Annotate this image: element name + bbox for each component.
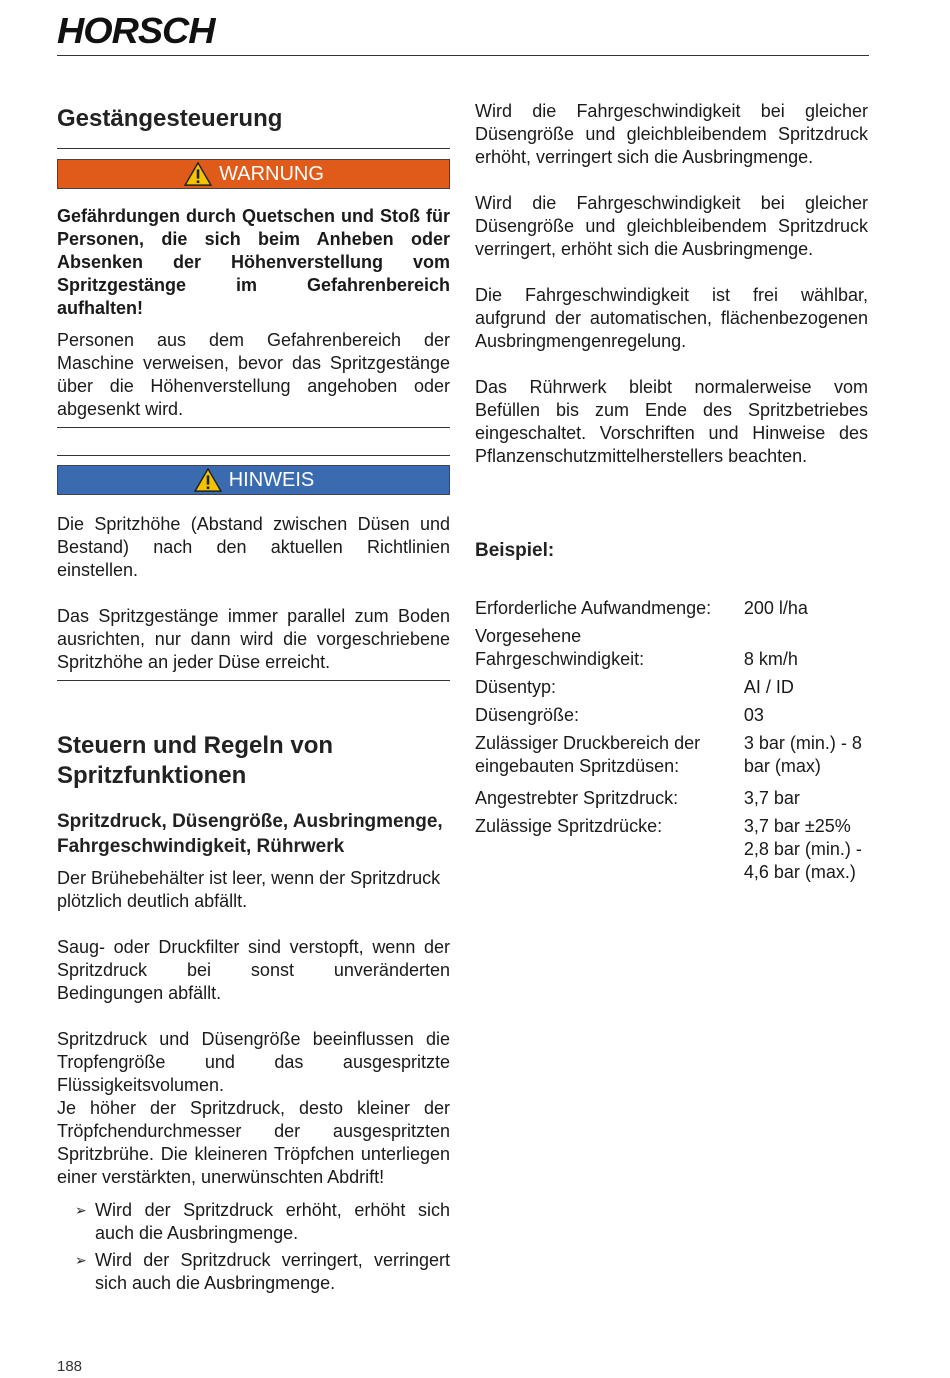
table-row: [475, 704, 868, 727]
warning-triangle-icon: [193, 468, 223, 492]
bullet-text: Wird der Spritzdruck verringert, verringert sich auch die Ausbringmenge.: [95, 1250, 450, 1293]
example-value: 8 km/h: [743, 649, 798, 669]
section-title-steuern: Steuern und Regeln von Spritzfunktionen: [57, 732, 334, 789]
list-item: [75, 1249, 450, 1295]
table-row: [475, 787, 868, 810]
example-label: Düsentyp:: [475, 677, 557, 697]
example-value: 3,7 bar ±25% 2,8 bar (min.) - 4,6 bar (max.): [743, 816, 862, 882]
arrow-bullet-icon: ➢: [75, 1252, 87, 1268]
example-value: AI / ID: [743, 677, 794, 697]
paragraph-speed-free: Die Fahrgeschwindigkeit ist frei wählbar, aufgrund der automatischen, flächenbezogenen Ausbringmengenregelung.: [475, 285, 868, 351]
hint-paragraph-2: Das Spritzgestänge immer parallel zum Boden ausrichten, nur dann wird die vorgeschriebene Spritzhöhe an jeder Düse erreicht.: [57, 606, 450, 672]
warning-banner: [57, 159, 450, 189]
warning-label: WARNUNG: [219, 162, 324, 185]
table-row: [475, 597, 868, 620]
hint-paragraph-1: Die Spritzhöhe (Abstand zwischen Düsen und Bestand) nach den aktuellen Richtlinien einstellen.: [57, 514, 450, 580]
example-value: 200 l/ha: [743, 598, 808, 618]
example-label: Erforderliche Aufwandmenge:: [475, 598, 712, 618]
paragraph-tropfen: Je höher der Spritzdruck, desto kleiner der Tröpfchendurchmesser der ausgespritzten Spritzbrühe. Die kleineren Tröpfchen unterliegen einer verstärkten, unerwünschten Abdrift!: [57, 1098, 450, 1187]
section-title-gestaengesteuerung: Gestängesteuerung: [57, 105, 283, 132]
example-title: Beispiel:: [475, 540, 555, 561]
example-value: 3,7 bar: [743, 788, 800, 808]
paragraph-filter: Saug- oder Druckfilter sind verstopft, wenn der Spritzdruck bei sonst unveränderten Bedingungen abfällt.: [57, 937, 450, 1003]
table-row: [475, 815, 868, 884]
paragraph-speed-down: Wird die Fahrgeschwindigkeit bei gleicher Düsengröße und gleichbleibendem Spritzdruck verringert, erhöht sich die Ausbringmenge.: [475, 193, 868, 259]
warning-triangle-icon: [183, 162, 213, 186]
warning-text: Personen aus dem Gefahrenbereich der Maschine verweisen, bevor das Spritzgestänge über die Höhenverstellung angehoben oder abgesenkt wird.: [57, 330, 450, 419]
paragraph-ruehrwerk: Das Rührwerk bleibt normalerweise vom Befüllen bis zum Ende des Spritzbetriebes eingeschaltet. Vorschriften und Hinweise des Pflanzenschutzmittelherstellers beachten.: [475, 377, 868, 466]
hint-banner: [57, 465, 450, 495]
example-label: Vorgesehene Fahrgeschwindigkeit:: [475, 626, 645, 669]
example-label: Zulässiger Druckbereich der eingebauten Spritzdüsen:: [475, 733, 701, 776]
warning-bold-text: Gefährdungen durch Quetschen und Stoß für Personen, die sich beim Anheben oder Absenken der Höhenverstellung vom Spritzgestänge im Gefahrenbereich aufhalten!: [57, 206, 450, 318]
page-number: 188: [57, 1358, 83, 1375]
example-label: Düsengröße:: [475, 705, 580, 725]
paragraph-duesengroesse: Spritzdruck und Düsengröße beeinflussen die Tropfengröße und das ausgespritzte Flüssigkeitsvolumen.: [57, 1029, 450, 1095]
right-column: [475, 100, 868, 884]
horsch-logo: HORSCH: [57, 10, 215, 51]
example-label: Zulässige Spritzdrücke:: [475, 816, 663, 836]
table-row: [475, 676, 868, 699]
example-label: Angestrebter Spritzdruck:: [475, 788, 679, 808]
table-row: [475, 732, 868, 778]
table-row: [475, 625, 868, 671]
example-value: 03: [743, 705, 764, 725]
subsection-title: Spritzdruck, Düsengröße, Ausbringmenge, Fahrgeschwindigkeit, Rührwerk: [57, 811, 443, 857]
example-table: [475, 597, 868, 884]
left-column: [57, 100, 450, 1295]
list-item: [75, 1199, 450, 1245]
hint-label: HINWEIS: [228, 468, 315, 491]
paragraph-speed-up: Wird die Fahrgeschwindigkeit bei gleicher Düsengröße und gleichbleibendem Spritzdruck erhöht, verringert sich die Ausbringmenge.: [475, 101, 868, 167]
paragraph-behaelter: Der Brühebehälter ist leer, wenn der Spritzdruck plötzlich deutlich abfällt.: [57, 868, 441, 911]
example-value: 3 bar (min.) - 8 bar (max): [743, 733, 862, 776]
header-rule: [57, 55, 869, 56]
table-row: [475, 778, 868, 787]
arrow-bullet-icon: ➢: [75, 1202, 87, 1218]
bullet-text: Wird der Spritzdruck erhöht, erhöht sich auch die Ausbringmenge.: [95, 1200, 450, 1243]
